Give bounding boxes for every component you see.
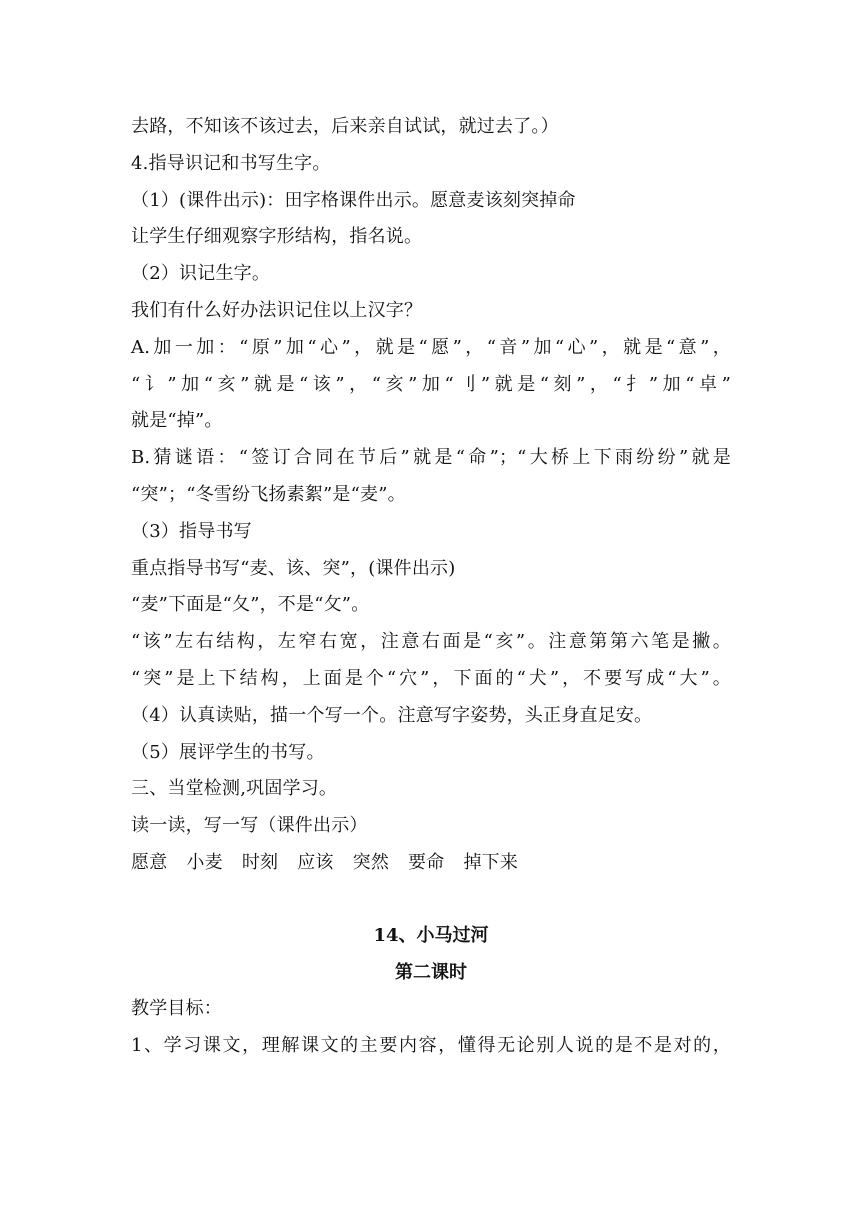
section-3-heading: 三、当堂检测,巩固学习。 — [131, 778, 338, 800]
step-4-heading: 4.指导识记和书写生字。 — [131, 152, 331, 174]
text-line-9: 就是“掉”。 — [131, 410, 223, 432]
vocab-word: 应该 — [297, 851, 334, 873]
text-line-11: “突”；“冬雪纷飞扬素絮”是“麦”。 — [131, 483, 406, 505]
text-line-14: “麦”下面是“夂”，不是“攵”。 — [131, 594, 370, 616]
text-line-18: （5）展评学生的书写。 — [131, 741, 325, 763]
document-page — [131, 109, 731, 1065]
vocab-word: 要命 — [408, 851, 445, 873]
text-line-8: “讠”加“亥”就是“该”，“亥”加“刂”就是“刻”，“扌”加“卓” — [131, 373, 731, 395]
vocab-word: 时刻 — [241, 851, 279, 873]
spacer — [131, 882, 731, 918]
text-line-10: B.猜谜语：“签订合同在节后”就是“命”；“大桥上下雨纷纷”就是 — [131, 447, 731, 469]
vocab-word: 小麦 — [186, 851, 223, 873]
goal-1: 1、学习课文，理解课文的主要内容，懂得无论别人说的是不是对的， — [131, 1035, 731, 1057]
text-line-15: “该”左右结构，左窄右宽，注意右面是“亥”。注意第第六笔是撇。 — [131, 631, 731, 653]
text-line-12: （3）指导书写 — [131, 520, 252, 542]
vocab-list — [131, 845, 731, 882]
text-line-16: “突”是上下结构，上面是个“穴”，下面的“犬”，不要写成“大”。 — [131, 667, 731, 689]
text-line-20: 读一读，写一写（课件出示） — [131, 815, 368, 837]
vocab-word: 愿意 — [131, 851, 168, 873]
text-line-13: 重点指导书写“麦、该、突”，(课件出示) — [131, 557, 456, 579]
text-line-3: （1）(课件出示)：田字格课件出示。愿意麦该刻突掉命 — [131, 189, 576, 211]
goals-label: 教学目标： — [131, 998, 222, 1020]
lesson-subtitle: 第二课时 — [395, 961, 467, 983]
text-line-5: （2）识记生字。 — [131, 263, 271, 285]
text-line-1: 去路，不知该不该过去，后来亲自试试，就过去了。） — [131, 116, 559, 137]
vocab-word: 掉下来 — [463, 851, 519, 873]
text-line-6: 我们有什么好办法识记住以上汉字？ — [131, 299, 423, 321]
vocab-word: 突然 — [352, 851, 390, 873]
text-line-4: 让学生仔细观察字形结构，指名说。 — [131, 226, 423, 248]
text-line-17: （4）认真读贴，描一个写一个。注意写字姿势，头正身直足安。 — [131, 704, 653, 726]
text-line-7: A.加一加：“原”加“心”，就是“愿”，“音”加“心”，就是“意”， — [131, 336, 731, 358]
lesson-title: 14、小马过河 — [373, 924, 489, 946]
